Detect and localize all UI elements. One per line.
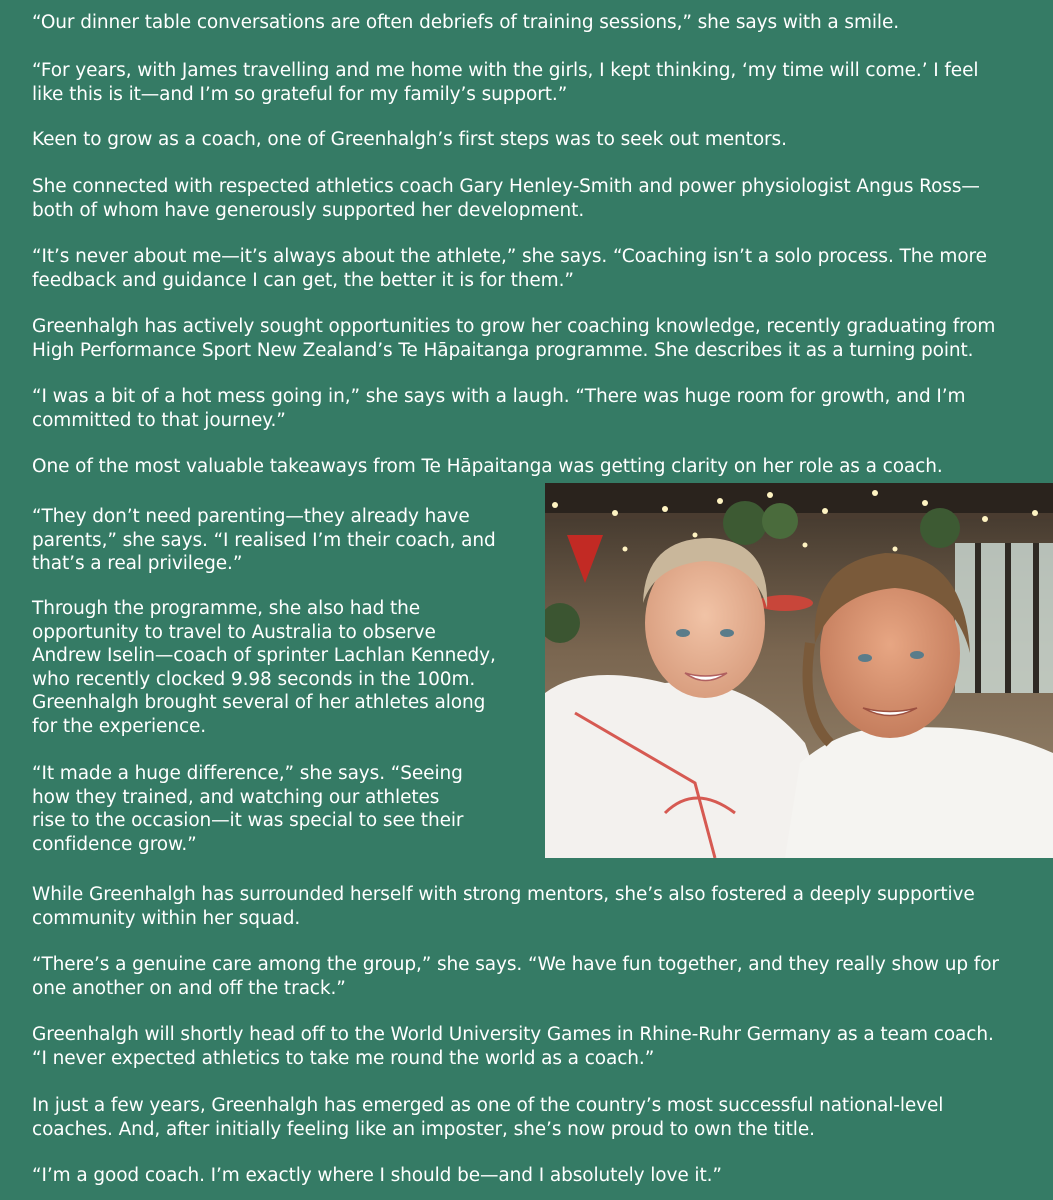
paragraph: “I was a bit of a hot mess going in,” she says with a laugh. “There was huge room for growth, and I’m committed to that journey.” [32, 386, 966, 431]
paragraph: “For years, with James travelling and me home with the girls, I kept thinking, ‘my time will come.’ I feel like this is it—and I’m so grateful for my family’s support.” [32, 60, 979, 105]
paragraph: “It’s never about me—it’s always about the athlete,” she says. “Coaching isn’t a solo process. The more feedback and guidance I can get, the better it is for them.” [32, 246, 987, 291]
paragraph: Through the programme, she also had the opportunity to travel to Australia to observe Andrew Iselin—coach of sprinter Lachlan Kennedy, who recently clocked 9.98 seconds in the 100m. Greenhalgh brought several of her athletes along for the experience. [32, 598, 496, 737]
paragraph: Greenhalgh has actively sought opportunities to grow her coaching knowledge, recently graduating from High Performance Sport New Zealand’s Te Hāpaitanga programme. She describes it as a turning point. [32, 316, 996, 361]
paragraph: Greenhalgh will shortly head off to the World University Games in Rhine-Ruhr Germany as a team coach. “I never expected athletics to take me round the world as a coach.” [32, 1024, 994, 1069]
paragraph: While Greenhalgh has surrounded herself with strong mentors, she’s also fostered a deeply supportive community within her squad. [32, 884, 975, 929]
paragraph: “Our dinner table conversations are often debriefs of training sessions,” she says with a smile. [32, 12, 900, 33]
paragraph: “I’m a good coach. I’m exactly where I should be—and I absolutely love it.” [32, 1165, 722, 1186]
coach-photo [545, 483, 1053, 858]
paragraph: Keen to grow as a coach, one of Greenhalgh’s first steps was to seek out mentors. [32, 129, 787, 150]
paragraph: “There’s a genuine care among the group,” she says. “We have fun together, and they really show up for one another on and off the track.” [32, 954, 999, 999]
paragraph: In just a few years, Greenhalgh has emerged as one of the country’s most successful national-level coaches. And, after initially feeling like an imposter, she’s now proud to own the title. [32, 1095, 944, 1140]
photo-illustration [545, 483, 1053, 858]
paragraph: “They don’t need parenting—they already have parents,” she says. “I realised I’m their coach, and that’s a real privilege.” [32, 506, 496, 574]
paragraph: She connected with respected athletics coach Gary Henley-Smith and power physiologist Angus Ross— both of whom have generously supported her development. [32, 176, 980, 221]
paragraph: “It made a huge difference,” she says. “Seeing how they trained, and watching our athletes rise to the occasion—it was special to see their confidence grow.” [32, 763, 464, 855]
paragraph: One of the most valuable takeaways from Te Hāpaitanga was getting clarity on her role as a coach. [32, 456, 943, 477]
